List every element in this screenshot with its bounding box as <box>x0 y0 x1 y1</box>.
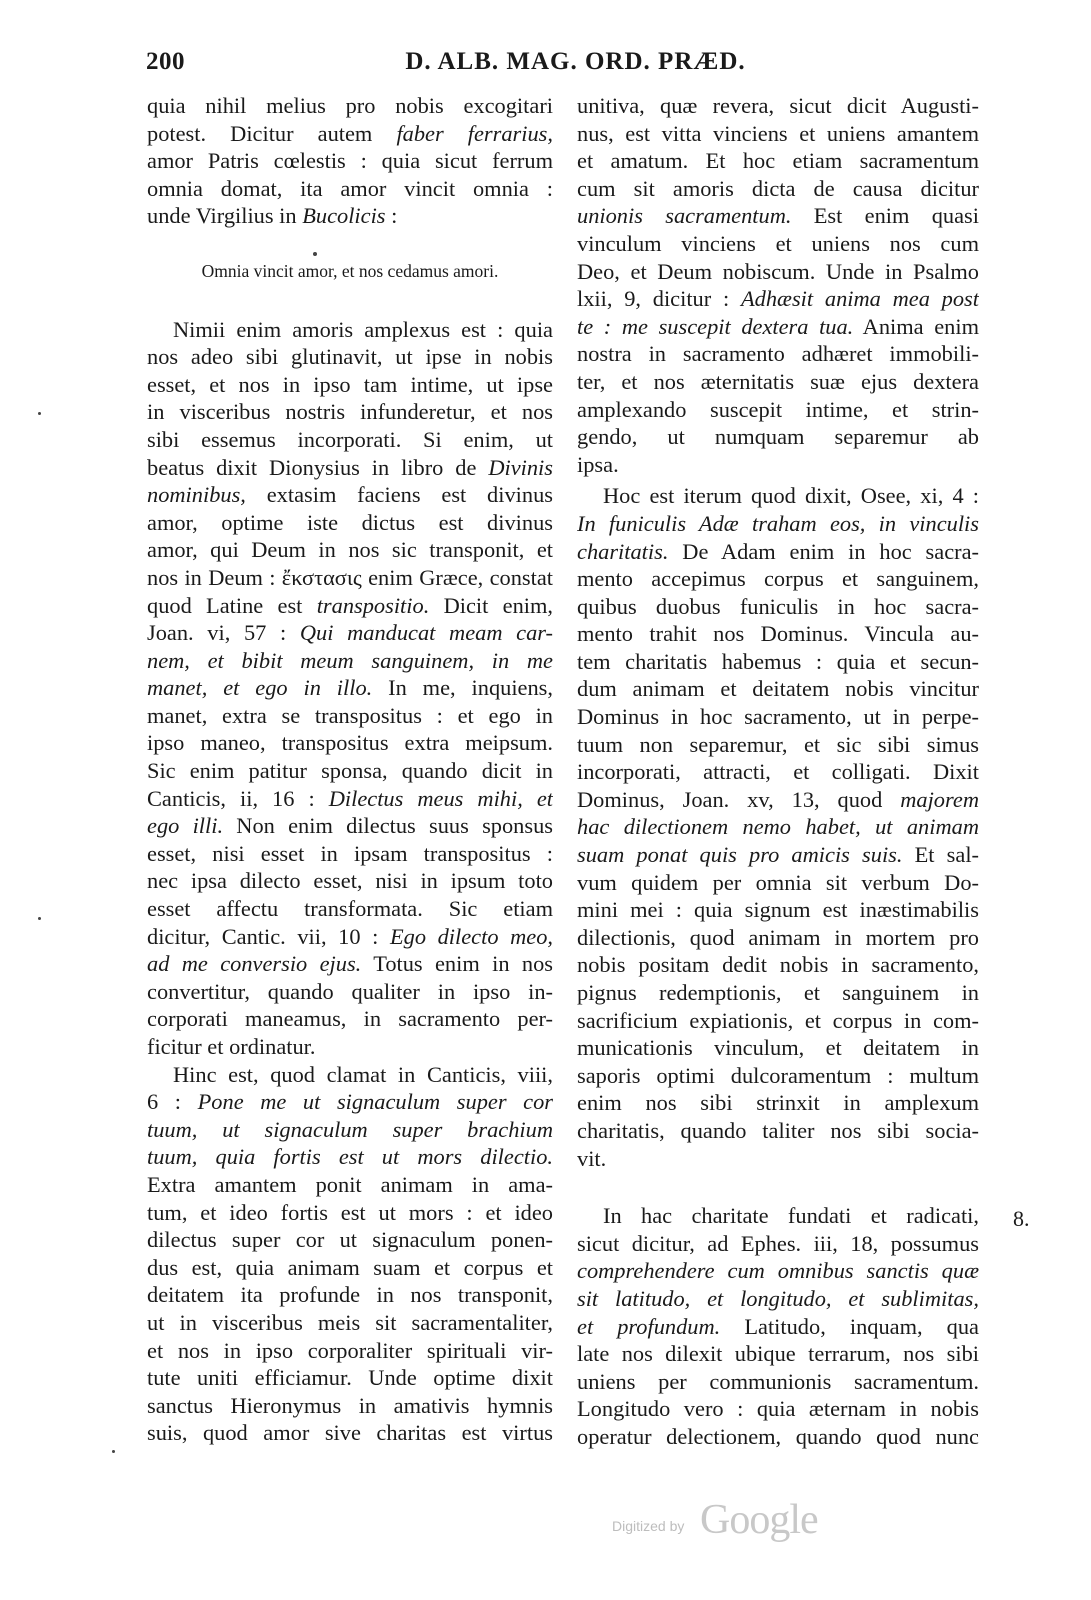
text-line: amor, qui Deum in nos sic transponit, et <box>147 537 553 563</box>
text-line: quia nihil melius pro nobis excogitari <box>147 93 553 118</box>
text-line: In funiculis Adæ traham eos, in vinculis <box>577 510 979 536</box>
right-column <box>577 92 979 1451</box>
text-line: Extra amantem ponit animam in ama- <box>147 1171 553 1197</box>
text-line: nominibus, extasim faciens est divinus <box>147 482 553 508</box>
text-line: Sic enim patitur sponsa, quando dicit in <box>147 758 553 784</box>
text-line: quod Latine est transpositio. Dicit enim, <box>147 592 553 618</box>
paragraph-gap <box>577 1172 979 1202</box>
text-line: vinculum vinciens et uniens nos cum <box>577 230 979 256</box>
text-line: esset, et nos in ipso tam intime, ut ipse <box>147 371 553 397</box>
text-line: charitatis. De Adam enim in hoc sacra- <box>577 538 979 564</box>
text-line: nem, et bibit meum sanguinem, in me <box>147 647 553 673</box>
text-line: ad me conversio ejus. Totus enim in nos <box>147 951 553 977</box>
text-line: Canticis, ii, 16 : Dilectus meus mihi, et <box>147 785 553 811</box>
text-line: mento accepimus corpus et sanguinem, <box>577 566 979 592</box>
text-line: tuum non separemur, et sic sibi simus <box>577 731 979 757</box>
text-line: et amatum. Et hoc etiam sacramentum <box>577 148 979 174</box>
text-line: dum animam et deitatem nobis vincitur <box>577 676 979 702</box>
text-line: ficitur et ordinatur. <box>147 1034 316 1059</box>
text-line: Deo, et Deum nobiscum. Unde in Psalmo <box>577 258 979 284</box>
text-line: dus est, quia animam suam et corpus et <box>147 1254 553 1280</box>
text-line: dilectus super cor ut signaculum ponen- <box>147 1227 553 1253</box>
text-line: sanctus Hieronymus in amativis hymnis <box>147 1392 553 1418</box>
watermark-small-text: Digitized by <box>612 1518 685 1534</box>
text-line: tute uniti efficiamur. Unde optime dixit <box>147 1365 553 1391</box>
text-line: in visceribus nostris infunderetur, et nos <box>147 399 553 425</box>
text-line: saporis optimi dulcoramentum : multum <box>577 1062 979 1088</box>
text-line: lxii, 9, dicitur : Adhæsit anima mea post <box>577 286 979 312</box>
text-line: Nimii enim amoris amplexus est : quia <box>173 316 553 342</box>
text-line: Longitudo vero : quia æternam in nobis <box>577 1396 979 1422</box>
text-line: late nos dilexit ubique terrarum, nos sibi <box>577 1341 979 1367</box>
text-line: quibus duobus funiculis in hoc sacra- <box>577 593 979 619</box>
text-line: comprehendere cum omnibus sanctis quæ <box>577 1258 979 1284</box>
text-line: esset, nisi esset in ipsam transpositus : <box>147 840 553 866</box>
text-line: dilectionis, quod animam in mortem pro <box>577 924 979 950</box>
text-line: ter, et nos æternitatis suæ ejus dextera <box>577 368 979 394</box>
text-line: municationis vinculum, et deitatem in <box>577 1035 979 1061</box>
page-header <box>0 48 1091 82</box>
text-line: et nos in ipso corporaliter spirituali vir- <box>147 1337 553 1363</box>
paragraph <box>577 92 979 478</box>
page-number: 200 <box>146 48 185 75</box>
text-line: potest. Dicitur autem faber ferrarius, <box>147 120 553 146</box>
text-line: suam ponat quis pro amicis suis. Et sal- <box>577 842 979 868</box>
verse-spacer-bottom <box>147 286 553 316</box>
text-line: Joan. vi, 57 : Qui manducat meam car- <box>147 620 553 646</box>
text-line: sit latitudo, et longitudo, et sublimitas, <box>577 1285 979 1311</box>
running-head: D. ALB. MAG. ORD. PRÆD. <box>405 48 746 75</box>
scan-speck <box>112 1450 115 1453</box>
text-line: Dominus, Joan. xv, 13, quod majorem <box>577 786 979 812</box>
text-line: uniens per communionis sacramentum. <box>577 1368 979 1394</box>
text-line: nos adeo sibi glutinavit, ut ipse in nobis <box>147 344 553 370</box>
left-column <box>147 92 553 1447</box>
text-line: nostra in sacramento adhæret immobili- <box>577 341 979 367</box>
text-line: te : me suscepit dextera tua. Anima enim <box>577 313 979 339</box>
text-line: Hoc est iterum quod dixit, Osee, xi, 4 : <box>603 483 979 509</box>
text-line: suis, quod amor sive charitas est virtus <box>147 1420 553 1446</box>
text-line: manet, extra se transpositus : et ego in <box>147 702 553 728</box>
text-line: cum sit amoris dicta de causa dicitur <box>577 175 979 201</box>
text-line: deitatem ita profunde in nos transponit, <box>147 1282 553 1308</box>
text-line: manet, et ego in illo. In me, inquiens, <box>147 675 553 701</box>
paragraph <box>577 482 979 1172</box>
watermark <box>612 1497 827 1548</box>
text-line: 6 : Pone me ut signaculum super cor <box>147 1089 553 1115</box>
text-line: hac dilectionem nemo habet, ut animam <box>577 814 979 840</box>
text-line: operatur delectionem, quando quod nunc <box>577 1423 979 1449</box>
verse-quote: Omnia vincit amor, et nos cedamus amori. <box>201 260 499 281</box>
text-line: vit. <box>577 1145 607 1171</box>
paragraph <box>577 1202 979 1450</box>
text-line: convertitur, quando qualiter in ipso in- <box>147 978 553 1004</box>
text-line: unionis sacramentum. Est enim quasi <box>577 203 979 229</box>
paragraph <box>147 1061 553 1447</box>
text-line: gendo, ut numquam separemur ab <box>577 424 979 450</box>
text-line: mento trahit nos Dominus. Vincula au- <box>577 621 979 647</box>
margin-number: 8. <box>1013 1206 1030 1231</box>
text-line: dicitur, Cantic. vii, 10 : Ego dilecto meo, <box>147 923 553 949</box>
paragraph <box>147 316 553 1061</box>
text-line: unitiva, quæ revera, sicut dicit Augusti- <box>577 93 979 118</box>
scan-speck <box>38 412 41 415</box>
scan-speck <box>313 252 317 256</box>
text-line: vum quidem per omnia sit verbum Do- <box>577 869 979 895</box>
text-line: enim nos sibi strinxit in amplexum <box>577 1090 979 1116</box>
text-line: tuum, quia fortis est ut mors dilectio. <box>147 1144 553 1170</box>
text-line: sicut dicitur, ad Ephes. iii, 18, possumus <box>577 1230 979 1256</box>
text-line: sacrificium expiationis, et corpus in com- <box>577 1007 979 1033</box>
text-line: In hac charitate fundati et radicati, <box>603 1203 979 1229</box>
text-line: omnia domat, ita amor vincit omnia : <box>147 175 553 201</box>
text-line: nus, est vitta vinciens et uniens amantem <box>577 120 979 146</box>
text-line: et profundum. Latitudo, inquam, qua <box>577 1313 979 1339</box>
text-line: tem charitatis habemus : quia et secun- <box>577 648 979 674</box>
verse-spacer-top <box>147 230 553 258</box>
text-line: mini mei : quia signum est inæstimabilis <box>577 897 979 923</box>
text-line: tuum, ut signaculum super brachium <box>147 1116 553 1142</box>
text-line: Dominus in hoc sacramento, ut in perpe- <box>577 704 979 730</box>
text-line: ipsa. <box>577 451 619 477</box>
text-line: charitatis, quando taliter nos sibi socia- <box>577 1117 979 1143</box>
text-line: nobis positam dedit nobis in sacramento, <box>577 952 979 978</box>
text-line: nec ipsa dilecto esset, nisi in ipsum toto <box>147 868 553 894</box>
text-line: beatus dixit Dionysius in libro de Divinis <box>147 454 553 480</box>
scan-speck <box>38 917 41 920</box>
text-line: nos in Deum : ἔκστασις enim Græce, constat <box>147 564 553 590</box>
text-line: sibi essemus incorporati. Si enim, ut <box>147 426 553 452</box>
text-line: amor, optime iste dictus est divinus <box>147 509 553 535</box>
text-line: amor Patris cœlestis : quia sicut ferrum <box>147 148 553 174</box>
text-line: unde Virgilius in Bucolicis : <box>147 203 398 229</box>
text-line: pignus redemptionis, et sanguinem in <box>577 980 979 1005</box>
text-line: esset affectu transformata. Sic etiam <box>147 896 553 922</box>
text-line: Hinc est, quod clamat in Canticis, viii, <box>173 1061 553 1087</box>
text-line: tum, et ideo fortis est ut mors : et ideo <box>147 1199 553 1225</box>
watermark-logo: Google <box>700 1497 818 1543</box>
text-line: ipso maneo, transpositus extra meipsum. <box>147 730 553 756</box>
text-line: ut in visceribus meis sit sacramentaliter, <box>147 1309 553 1335</box>
paragraph <box>147 92 553 230</box>
text-line: amplexando suscepit intime, et strin- <box>577 396 979 422</box>
text-line: incorporati, attracti, et colligati. Dixit <box>577 759 979 785</box>
text-line: corporati maneamus, in sacramento per- <box>147 1006 553 1032</box>
text-line: ego illi. Non enim dilectus suus sponsus <box>147 813 553 839</box>
